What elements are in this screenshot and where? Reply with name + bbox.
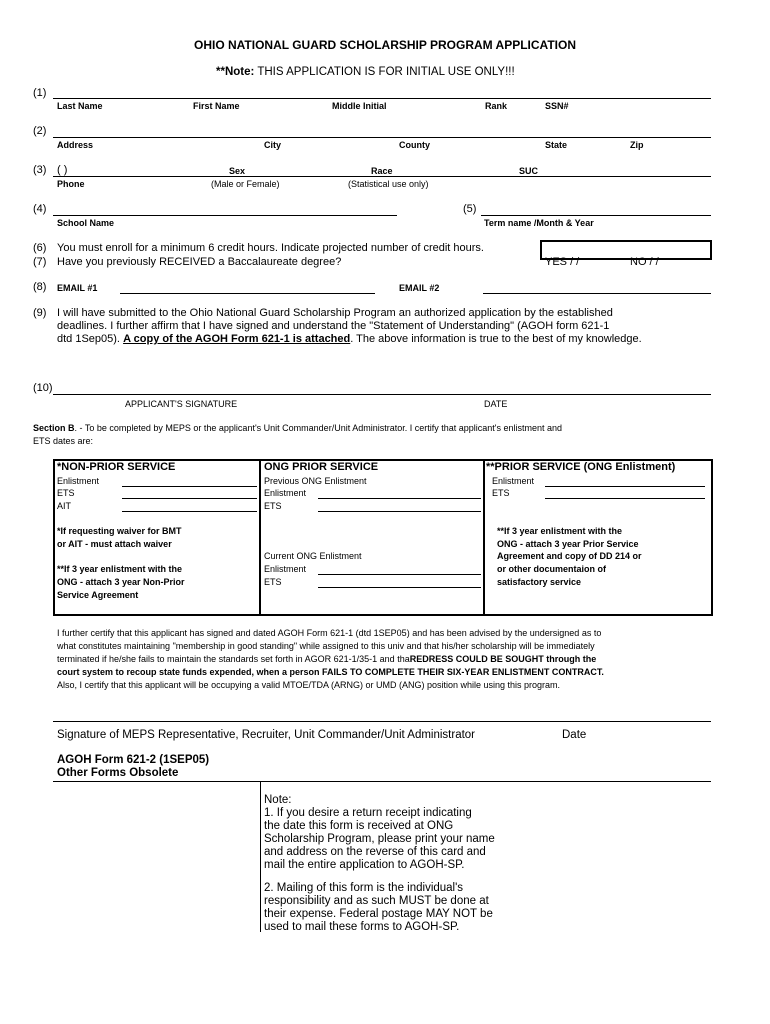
item-number-5: (5): [463, 203, 477, 215]
cur-enlistment-input[interactable]: [318, 574, 481, 575]
phone-area-code: ( ): [57, 164, 68, 176]
baccalaureate-question: Have you previously RECEIVED a Baccalaureate degree?: [57, 256, 342, 268]
prior-ets-label: ETS: [492, 488, 510, 498]
note-box-border: [260, 782, 261, 932]
item-number-10: (10): [33, 382, 53, 394]
school-name-input-line[interactable]: [53, 215, 397, 216]
last-name-label: Last Name: [57, 101, 103, 111]
initial-use-note: [216, 66, 515, 78]
phone-input-line[interactable]: [53, 176, 711, 177]
email2-input-line[interactable]: [483, 293, 711, 294]
meps-signature-label: Signature of MEPS Representative, Recruiter, Unit Commander/Unit Administrator: [57, 729, 476, 741]
middle-initial-label: Middle Initial: [332, 101, 387, 111]
affirmation-end: . The above information is true to the best of my knowledge.: [350, 333, 642, 345]
yes-option[interactable]: YES / /: [545, 256, 580, 268]
item-number-7: (7): [33, 256, 47, 268]
table-divider-2: [483, 459, 485, 614]
np-ets-label: ETS: [57, 488, 75, 498]
current-ong-enlistment-label: Current ONG Enlistment: [264, 551, 362, 561]
sex-label: Sex: [229, 166, 246, 176]
form-id-rule: [53, 781, 711, 782]
credit-hours-question: You must enroll for a minimum 6 credit hours. Indicate projected number of credit hours.: [57, 242, 484, 254]
certify-line-3: [57, 654, 596, 664]
section-b-intro: [33, 423, 562, 433]
mailing-note-line-8: their expense. Federal postage MAY NOT be: [264, 908, 493, 920]
ps-enlistment-input[interactable]: [318, 498, 481, 499]
ong-prior-service-heading: ONG PRIOR SERVICE: [264, 461, 379, 473]
previous-ong-enlistment-label: Previous ONG Enlistment: [264, 476, 367, 486]
mailing-note-line-4: and address on the reverse of this card and: [264, 846, 486, 858]
mailing-note-line-9: used to mail these forms to AGOH-SP.: [264, 921, 460, 933]
phone-label: Phone: [57, 179, 85, 189]
section-b-line-2: ETS dates are:: [33, 436, 94, 446]
affirmation-line-1: I will have submitted to the Ohio National Guard Scholarship Program an authorized application by the established: [57, 307, 613, 319]
term-label: Term name /Month & Year: [484, 218, 594, 228]
certify-line-5: Also, I certify that this applicant will be occupying a valid MTOE/TDA (ARNG) or UMD (ANG) position while using this program.: [57, 680, 561, 690]
certify-line-2: what constitutes maintaining "membership in good standing" while assigned to this univ and that his/her scholarship will be immediately: [57, 641, 595, 651]
state-label: State: [545, 140, 568, 150]
prior-service-heading: **PRIOR SERVICE (ONG Enlistment): [486, 461, 676, 473]
affirmation-line-3: [57, 333, 642, 345]
obsolete-notice: Other Forms Obsolete: [57, 767, 179, 779]
prior-note-5: satisfactory service: [497, 577, 582, 587]
city-label: City: [264, 140, 282, 150]
np-ets-input[interactable]: [122, 498, 257, 499]
certify-line-1: I further certify that this applicant has signed and dated AGOH Form 621-1 (dtd 1SEP05) and has been advised by the undersigned as to: [57, 628, 602, 638]
zip-label: Zip: [630, 140, 644, 150]
email1-label: EMAIL #1: [57, 283, 98, 293]
affirmation-line-2: deadlines. I further affirm that I have signed and understand the "Statement of Understanding" (AGOH form 621-1: [57, 320, 610, 332]
cur-ets-label: ETS: [264, 577, 282, 587]
ps-ets-input[interactable]: [318, 511, 481, 512]
address-input-line[interactable]: [53, 137, 711, 138]
certify-line-3a: terminated if he/she fails to maintain the standards set forth in AGOR 621-1/35-1 and tha: [57, 654, 410, 664]
name-input-line[interactable]: [53, 98, 711, 99]
item-number-9: (9): [33, 307, 47, 319]
np-ait-label: AIT: [57, 501, 72, 511]
first-name-label: First Name: [193, 101, 240, 111]
ps-ets-label: ETS: [264, 501, 282, 511]
np-note-2: or AIT - must attach waiver: [57, 539, 172, 549]
service-dates-table: [53, 459, 713, 616]
np-note-1: *If requesting waiver for BMT: [57, 526, 182, 536]
form-title: OHIO NATIONAL GUARD SCHOLARSHIP PROGRAM APPLICATION: [193, 38, 576, 52]
prior-ets-input[interactable]: [545, 498, 705, 499]
race-hint: (Statistical use only): [348, 179, 429, 189]
item-number-4: (4): [33, 203, 47, 215]
signature-date-label: DATE: [484, 399, 508, 409]
prior-note-3: Agreement and copy of DD 214 or: [497, 551, 642, 561]
school-name-label: School Name: [57, 218, 115, 228]
np-enlistment-input[interactable]: [122, 486, 257, 487]
certify-line-4: court system to recoup state funds expended, when a person FAILS TO COMPLETE THEIR SIX-YEAR ENLISTMENT CONTRACT.: [57, 667, 604, 677]
form-id: AGOH Form 621-2 (1SEP05): [57, 754, 210, 766]
mailing-note-line-7: responsibility and as such MUST be done at: [264, 895, 489, 907]
table-divider-1: [259, 459, 261, 614]
meps-signature-line[interactable]: [53, 721, 711, 722]
email1-input-line[interactable]: [120, 293, 375, 294]
applicant-signature-label: APPLICANT'S SIGNATURE: [125, 399, 238, 409]
item-number-1: (1): [33, 87, 47, 99]
applicant-signature-line[interactable]: [53, 394, 711, 395]
certify-redress: REDRESS COULD BE SOUGHT through the: [409, 654, 597, 664]
item-number-2: (2): [33, 125, 47, 137]
race-label: Race: [371, 166, 393, 176]
prior-enlistment-label: Enlistment: [492, 476, 535, 486]
affirmation-date: dtd 1Sep05).: [57, 333, 120, 345]
note-text: THIS APPLICATION IS FOR INITIAL USE ONLY!!!: [257, 66, 515, 78]
meps-date-label: Date: [562, 729, 587, 741]
prior-note-1: **If 3 year enlistment with the: [497, 526, 623, 536]
note-label: **Note:: [216, 66, 255, 78]
np-enlistment-label: Enlistment: [57, 476, 100, 486]
mailing-note-line-1: 1. If you desire a return receipt indicating: [264, 807, 472, 819]
mailing-note-line-2: the date this form is received at ONG: [264, 820, 454, 832]
sex-hint: (Male or Female): [211, 179, 280, 189]
no-option[interactable]: NO / /: [630, 256, 659, 268]
section-b-text: . - To be completed by MEPS or the applicant's Unit Commander/Unit Administrator. I certify that applicant's enlistment and: [74, 423, 563, 433]
item-number-8: (8): [33, 281, 47, 293]
np-note-4: ONG - attach 3 year Non-Prior: [57, 577, 185, 587]
np-ait-input[interactable]: [122, 511, 257, 512]
prior-note-4: or other documentaion of: [497, 564, 606, 574]
ssn-label: SSN#: [545, 101, 569, 111]
address-label: Address: [57, 140, 94, 150]
mailing-note-line-6: 2. Mailing of this form is the individual's: [264, 882, 464, 894]
email2-label: EMAIL #2: [399, 283, 440, 293]
mailing-note-line-5: mail the entire application to AGOH-SP.: [264, 859, 465, 871]
item-number-3: (3): [33, 164, 47, 176]
item-number-6: (6): [33, 242, 47, 254]
cur-ets-input[interactable]: [318, 587, 481, 588]
prior-enlistment-input[interactable]: [545, 486, 705, 487]
rank-label: Rank: [485, 101, 508, 111]
non-prior-service-heading: *NON-PRIOR SERVICE: [57, 461, 176, 473]
mailing-note-line-3: Scholarship Program, please print your name: [264, 833, 495, 845]
prior-note-2: ONG - attach 3 year Prior Service: [497, 539, 639, 549]
suc-label: SUC: [519, 166, 539, 176]
section-b-label: Section B: [33, 423, 75, 433]
np-note-5: Service Agreement: [57, 590, 139, 600]
county-label: County: [399, 140, 430, 150]
np-note-3: **If 3 year enlistment with the: [57, 564, 183, 574]
mailing-note-title: Note:: [264, 794, 292, 806]
cur-enlistment-label: Enlistment: [264, 564, 307, 574]
attachment-notice: A copy of the AGOH Form 621-1 is attached: [123, 333, 351, 345]
ps-enlistment-label: Enlistment: [264, 488, 307, 498]
term-input-line[interactable]: [481, 215, 711, 216]
